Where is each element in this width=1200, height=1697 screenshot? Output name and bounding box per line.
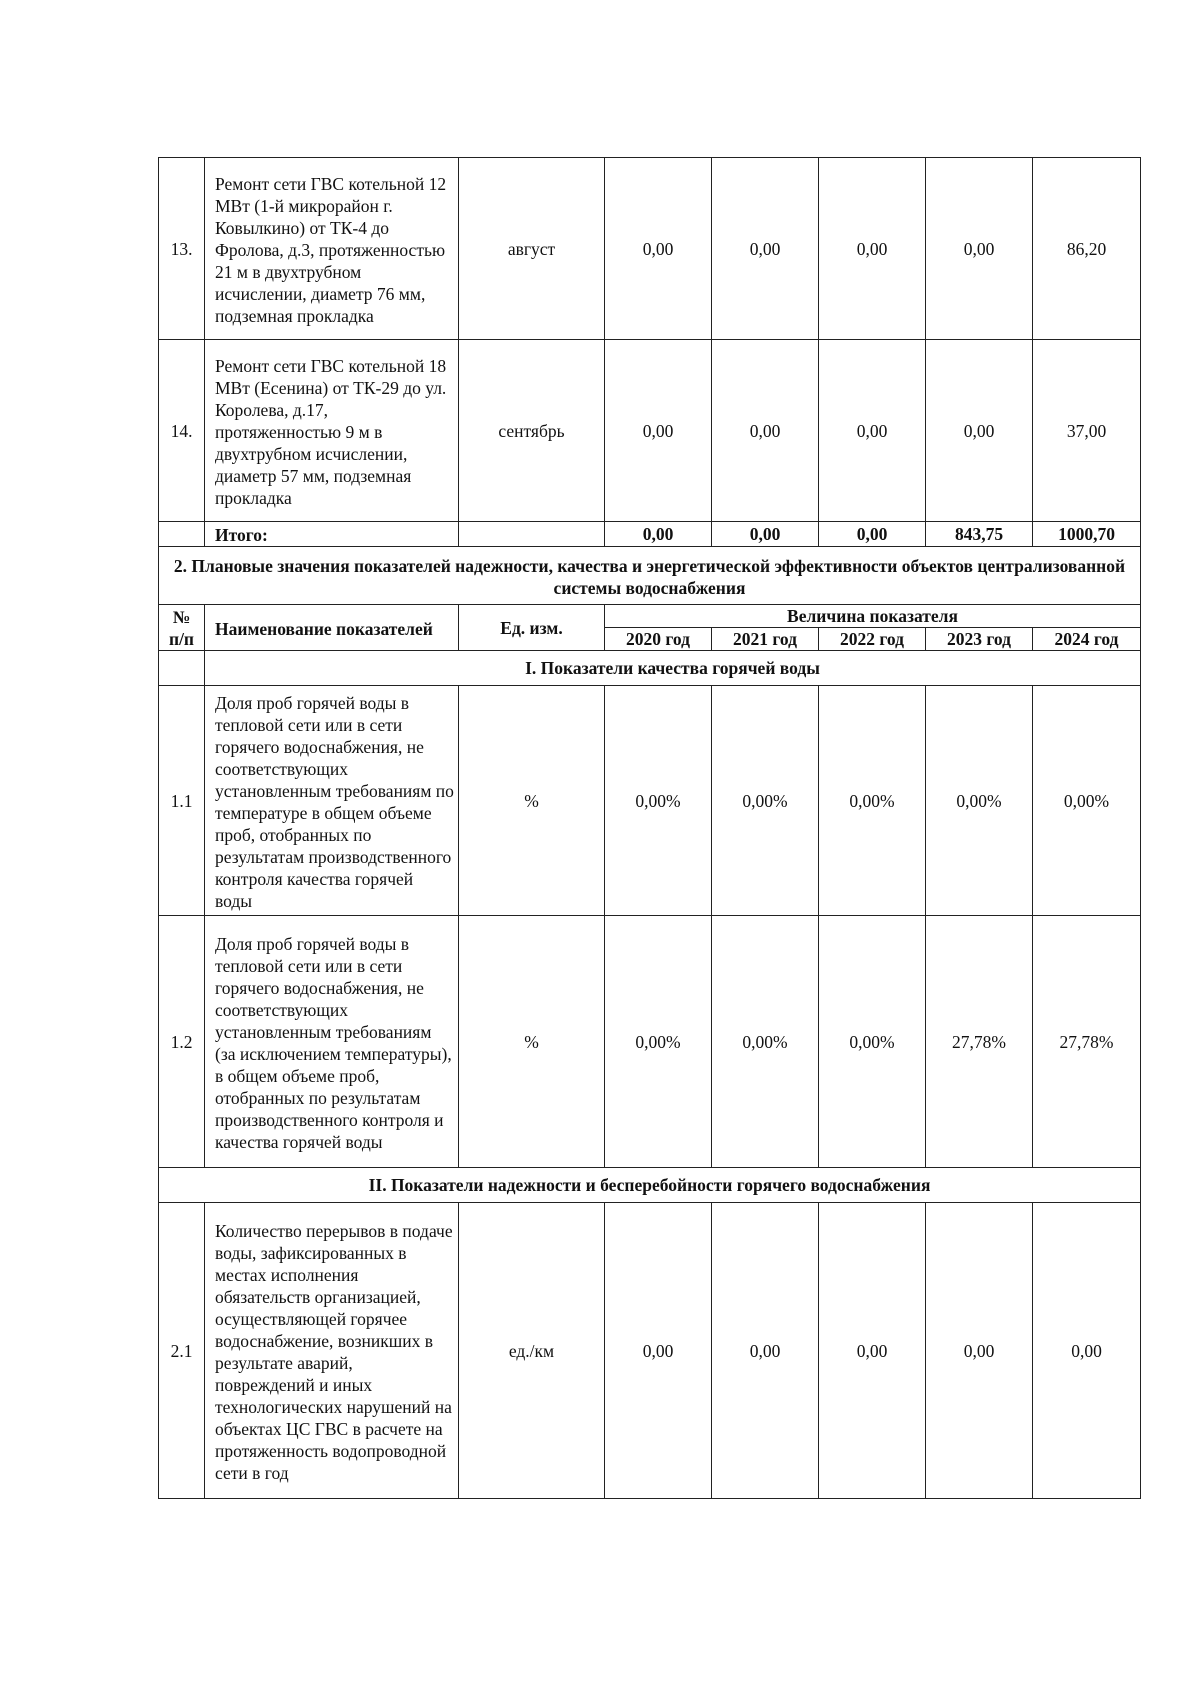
row-name: Ремонт сети ГВС котельной 12 МВт (1-й микрорайон г. Ковылкино) от ТК-4 до Фролова, д.3, протяженностью 21 м в двухтрубном исчислении, диаметр 76 мм, подземная прокладка — [205, 158, 459, 340]
value-cell: 0,00% — [712, 916, 819, 1168]
value-cell: 0,00% — [1033, 686, 1141, 916]
value-cell: 37,00 — [1033, 340, 1141, 522]
row-name: Количество перерывов в подаче воды, зафиксированных в местах исполнения обязательств организацией, осуществляющей горячее водоснабжение, возникших в результате аварий, повреждений и иных технологических нарушений на объектах ЦС ГВС в расчете на протяженность водопроводной сети в год — [205, 1203, 459, 1499]
section-title: 2. Плановые значения показателей надежности, качества и энергетической эффективности объектов централизованной системы водоснабжения — [159, 547, 1141, 605]
value-cell: 0,00 — [926, 158, 1033, 340]
row-number: 14. — [159, 340, 205, 522]
value-cell: 0,00 — [605, 1203, 712, 1499]
value-cell: 86,20 — [1033, 158, 1141, 340]
row-name: Доля проб горячей воды в тепловой сети или в сети горячего водоснабжения, не соответствующих установленным требованиям (за исключением температуры), в общем объеме проб, отобранных по результатам производственного контроля и качества горячей воды — [205, 916, 459, 1168]
total-value: 0,00 — [819, 522, 926, 547]
row-number: 2.1 — [159, 1203, 205, 1499]
header-year: 2021 год — [712, 628, 819, 651]
header-number: № п/п — [159, 605, 205, 651]
total-value: 843,75 — [926, 522, 1033, 547]
empty-cell — [159, 522, 205, 547]
header-unit: Ед. изм. — [459, 605, 605, 651]
value-cell: 0,00% — [926, 686, 1033, 916]
value-cell: 0,00 — [1033, 1203, 1141, 1499]
row-unit: % — [459, 916, 605, 1168]
header-year: 2024 год — [1033, 628, 1141, 651]
value-cell: 0,00 — [712, 340, 819, 522]
value-cell: 0,00 — [712, 158, 819, 340]
value-cell: 0,00 — [819, 158, 926, 340]
row-number: 1.1 — [159, 686, 205, 916]
value-cell: 0,00% — [712, 686, 819, 916]
value-cell: 0,00% — [605, 686, 712, 916]
row-number: 13. — [159, 158, 205, 340]
value-cell: 0,00 — [605, 158, 712, 340]
header-year: 2023 год — [926, 628, 1033, 651]
header-name: Наименование показателей — [205, 605, 459, 651]
total-value: 0,00 — [605, 522, 712, 547]
table-row — [159, 158, 1141, 340]
value-cell: 0,00 — [926, 1203, 1033, 1499]
value-cell: 0,00 — [712, 1203, 819, 1499]
section-title-row — [159, 547, 1141, 605]
empty-cell — [159, 651, 205, 686]
table-row — [159, 686, 1141, 916]
value-cell: 0,00% — [605, 916, 712, 1168]
total-value: 0,00 — [712, 522, 819, 547]
document-page — [158, 157, 1140, 1499]
row-term: август — [459, 158, 605, 340]
row-term: сентябрь — [459, 340, 605, 522]
value-cell: 0,00 — [926, 340, 1033, 522]
table-row — [159, 916, 1141, 1168]
header-year: 2020 год — [605, 628, 712, 651]
total-row — [159, 522, 1141, 547]
value-cell: 27,78% — [926, 916, 1033, 1168]
table-row — [159, 340, 1141, 522]
subsection-row — [159, 1168, 1141, 1203]
empty-cell — [459, 522, 605, 547]
subsection-row — [159, 651, 1141, 686]
value-cell: 0,00 — [819, 1203, 926, 1499]
header-year: 2022 год — [819, 628, 926, 651]
row-number: 1.2 — [159, 916, 205, 1168]
value-cell: 0,00 — [819, 340, 926, 522]
row-name: Ремонт сети ГВС котельной 18 МВт (Есенина) от ТК-29 до ул. Королева, д.17, протяженностью 9 м в двухтрубном исчислении, диаметр 57 мм, подземная прокладка — [205, 340, 459, 522]
total-value: 1000,70 — [1033, 522, 1141, 547]
value-cell: 0,00% — [819, 686, 926, 916]
table-row — [159, 1203, 1141, 1499]
indicators-table — [158, 157, 1141, 1499]
total-label: Итого: — [205, 522, 459, 547]
subsection-title: I. Показатели качества горячей воды — [205, 651, 1141, 686]
row-name: Доля проб горячей воды в тепловой сети или в сети горячего водоснабжения, не соответствующих установленным требованиям по температуре в общем объеме проб, отобранных по результатам производственного контроля качества горячей воды — [205, 686, 459, 916]
row-unit: % — [459, 686, 605, 916]
subsection-title: II. Показатели надежности и бесперебойности горячего водоснабжения — [159, 1168, 1141, 1203]
table-header-row — [159, 605, 1141, 628]
value-cell: 0,00% — [819, 916, 926, 1168]
value-cell: 27,78% — [1033, 916, 1141, 1168]
value-cell: 0,00 — [605, 340, 712, 522]
header-value-group: Величина показателя — [605, 605, 1141, 628]
row-unit: ед./км — [459, 1203, 605, 1499]
